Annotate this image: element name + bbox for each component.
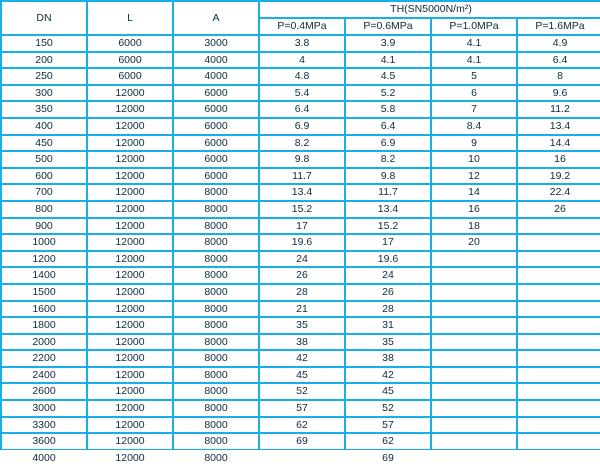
- cell-p06: 4.1: [346, 53, 430, 68]
- cell-l: 12000: [88, 434, 172, 449]
- cell-l: 12000: [88, 119, 172, 134]
- cell-p16: 14.4: [518, 136, 600, 151]
- cell-l: 12000: [88, 235, 172, 250]
- cell-p10: 5: [432, 69, 516, 84]
- cell-p06: 15.2: [346, 219, 430, 234]
- table-row: [2, 351, 600, 366]
- cell-l: 12000: [88, 202, 172, 217]
- table-row: [2, 302, 600, 317]
- cell-p04: 57: [260, 401, 344, 416]
- cell-p10: 8.4: [432, 119, 516, 134]
- cell-dn: 1600: [2, 302, 86, 317]
- cell-a: 6000: [174, 102, 258, 117]
- cell-p10: 10: [432, 152, 516, 167]
- table-row: [2, 318, 600, 333]
- cell-a: 8000: [174, 285, 258, 300]
- cell-p16: [518, 268, 600, 283]
- cell-p10: 16: [432, 202, 516, 217]
- cell-dn: 800: [2, 202, 86, 217]
- cell-dn: 1400: [2, 268, 86, 283]
- table-row: [2, 368, 600, 383]
- cell-l: 12000: [88, 335, 172, 350]
- cell-l: 12000: [88, 451, 172, 466]
- cell-p04: 45: [260, 368, 344, 383]
- cell-l: 6000: [88, 36, 172, 51]
- cell-p04: 15.2: [260, 202, 344, 217]
- cell-p06: 5.2: [346, 86, 430, 101]
- cell-dn: 400: [2, 119, 86, 134]
- cell-p06: 31: [346, 318, 430, 333]
- cell-p16: 26: [518, 202, 600, 217]
- cell-p06: 26: [346, 285, 430, 300]
- cell-a: 4000: [174, 53, 258, 68]
- cell-p06: 8.2: [346, 152, 430, 167]
- cell-p06: 11.7: [346, 185, 430, 200]
- table-row: [2, 401, 600, 416]
- table-row: [2, 219, 600, 234]
- cell-l: 12000: [88, 401, 172, 416]
- cell-p16: [518, 451, 600, 466]
- cell-dn: 500: [2, 152, 86, 167]
- cell-l: 6000: [88, 69, 172, 84]
- cell-dn: 300: [2, 86, 86, 101]
- cell-dn: 450: [2, 136, 86, 151]
- cell-p06: 45: [346, 384, 430, 399]
- cell-dn: 600: [2, 169, 86, 184]
- cell-a: 8000: [174, 302, 258, 317]
- cell-p06: 28: [346, 302, 430, 317]
- cell-p06: 6.9: [346, 136, 430, 151]
- cell-dn: 250: [2, 69, 86, 84]
- cell-p04: 24: [260, 252, 344, 267]
- cell-p16: 22.4: [518, 185, 600, 200]
- cell-p04: 4.8: [260, 69, 344, 84]
- cell-a: 8000: [174, 252, 258, 267]
- cell-a: 6000: [174, 136, 258, 151]
- cell-p16: [518, 235, 600, 250]
- cell-p04: 26: [260, 268, 344, 283]
- cell-p10: [432, 384, 516, 399]
- cell-a: 8000: [174, 384, 258, 399]
- cell-p16: 16: [518, 152, 600, 167]
- cell-p16: 11.2: [518, 102, 600, 117]
- table-row: [2, 418, 600, 433]
- cell-p04: 5.4: [260, 86, 344, 101]
- cell-dn: 700: [2, 185, 86, 200]
- table-row: [2, 53, 600, 68]
- cell-a: 4000: [174, 69, 258, 84]
- cell-p16: [518, 318, 600, 333]
- cell-dn: 900: [2, 219, 86, 234]
- cell-l: 12000: [88, 418, 172, 433]
- cell-p10: [432, 335, 516, 350]
- cell-p10: 7: [432, 102, 516, 117]
- table-row: [2, 169, 600, 184]
- cell-dn: 2200: [2, 351, 86, 366]
- cell-p10: 9: [432, 136, 516, 151]
- cell-p04: 3.8: [260, 36, 344, 51]
- cell-p04: 19.6: [260, 235, 344, 250]
- cell-p06: 4.5: [346, 69, 430, 84]
- cell-p10: [432, 434, 516, 449]
- cell-p16: [518, 401, 600, 416]
- table-row: [2, 451, 600, 466]
- cell-p04: 35: [260, 318, 344, 333]
- table-row: [2, 335, 600, 350]
- cell-dn: 1200: [2, 252, 86, 267]
- cell-p16: [518, 434, 600, 449]
- table-row: [2, 69, 600, 84]
- cell-dn: 350: [2, 102, 86, 117]
- cell-a: 8000: [174, 451, 258, 466]
- cell-l: 12000: [88, 169, 172, 184]
- cell-dn: 3000: [2, 401, 86, 416]
- cell-p06: 57: [346, 418, 430, 433]
- cell-p16: 6.4: [518, 53, 600, 68]
- cell-p04: [260, 451, 344, 466]
- cell-p10: [432, 418, 516, 433]
- cell-l: 12000: [88, 252, 172, 267]
- cell-p06: 6.4: [346, 119, 430, 134]
- table-row: [2, 136, 600, 151]
- cell-l: 12000: [88, 368, 172, 383]
- cell-p16: 4.9: [518, 36, 600, 51]
- cell-p16: [518, 219, 600, 234]
- cell-a: 8000: [174, 185, 258, 200]
- cell-p16: [518, 351, 600, 366]
- table-row: [2, 235, 600, 250]
- cell-a: 3000: [174, 36, 258, 51]
- table-row: [2, 185, 600, 200]
- cell-p10: 20: [432, 235, 516, 250]
- table-row: [2, 102, 600, 117]
- header-dn: DN: [2, 2, 86, 34]
- cell-dn: 3300: [2, 418, 86, 433]
- cell-dn: 1500: [2, 285, 86, 300]
- cell-p06: 52: [346, 401, 430, 416]
- cell-p16: [518, 384, 600, 399]
- cell-p04: 6.9: [260, 119, 344, 134]
- cell-l: 12000: [88, 302, 172, 317]
- cell-dn: 4000: [2, 451, 86, 466]
- cell-l: 12000: [88, 318, 172, 333]
- cell-p04: 13.4: [260, 185, 344, 200]
- cell-p06: 24: [346, 268, 430, 283]
- table-row: [2, 119, 600, 134]
- cell-a: 8000: [174, 351, 258, 366]
- cell-p06: 35: [346, 335, 430, 350]
- cell-l: 12000: [88, 152, 172, 167]
- cell-l: 6000: [88, 53, 172, 68]
- cell-dn: 1800: [2, 318, 86, 333]
- cell-p04: 9.8: [260, 152, 344, 167]
- cell-a: 8000: [174, 418, 258, 433]
- cell-l: 12000: [88, 219, 172, 234]
- cell-p16: [518, 418, 600, 433]
- cell-dn: 2000: [2, 335, 86, 350]
- cell-p10: [432, 318, 516, 333]
- cell-p10: [432, 285, 516, 300]
- cell-p16: 13.4: [518, 119, 600, 134]
- cell-p10: 18: [432, 219, 516, 234]
- cell-p04: 38: [260, 335, 344, 350]
- cell-l: 12000: [88, 268, 172, 283]
- cell-p04: 11.7: [260, 169, 344, 184]
- table-row: [2, 252, 600, 267]
- cell-dn: 150: [2, 36, 86, 51]
- header-l: L: [88, 2, 172, 34]
- header-pressure-0-6: P=0.6MPa: [346, 19, 430, 34]
- cell-p10: 4.1: [432, 53, 516, 68]
- table-row: [2, 268, 600, 283]
- cell-a: 8000: [174, 268, 258, 283]
- cell-p10: 4.1: [432, 36, 516, 51]
- cell-l: 12000: [88, 185, 172, 200]
- cell-p06: 69: [346, 451, 430, 466]
- cell-p06: 5.8: [346, 102, 430, 117]
- cell-p04: 69: [260, 434, 344, 449]
- cell-p10: [432, 302, 516, 317]
- cell-p10: [432, 351, 516, 366]
- cell-dn: 1000: [2, 235, 86, 250]
- cell-p04: 52: [260, 384, 344, 399]
- cell-a: 6000: [174, 152, 258, 167]
- cell-l: 12000: [88, 102, 172, 117]
- cell-p06: 62: [346, 434, 430, 449]
- cell-p16: 9.6: [518, 86, 600, 101]
- cell-l: 12000: [88, 351, 172, 366]
- cell-p10: [432, 368, 516, 383]
- cell-p04: 4: [260, 53, 344, 68]
- cell-p10: [432, 451, 516, 466]
- header-a: A: [174, 2, 258, 34]
- header-pressure-0-4: P=0.4MPa: [260, 19, 344, 34]
- cell-p10: [432, 252, 516, 267]
- cell-p04: 17: [260, 219, 344, 234]
- header-pressure-1-0: P=1.0MPa: [432, 19, 516, 34]
- header-th-group: TH(SN5000N/m²): [260, 2, 600, 17]
- table-body: [2, 36, 600, 465]
- cell-a: 8000: [174, 318, 258, 333]
- table-header: [2, 2, 600, 34]
- cell-dn: 2400: [2, 368, 86, 383]
- cell-p06: 38: [346, 351, 430, 366]
- cell-a: 6000: [174, 86, 258, 101]
- cell-p06: 3.9: [346, 36, 430, 51]
- cell-p10: 12: [432, 169, 516, 184]
- cell-p10: [432, 268, 516, 283]
- cell-p16: [518, 285, 600, 300]
- cell-a: 8000: [174, 434, 258, 449]
- table-row: [2, 434, 600, 449]
- cell-p16: 19.2: [518, 169, 600, 184]
- cell-p04: 21: [260, 302, 344, 317]
- table-row: [2, 36, 600, 51]
- table-row: [2, 285, 600, 300]
- cell-p10: [432, 401, 516, 416]
- cell-a: 8000: [174, 219, 258, 234]
- cell-p04: 62: [260, 418, 344, 433]
- cell-p06: 9.8: [346, 169, 430, 184]
- table-row: [2, 384, 600, 399]
- cell-p06: 19.6: [346, 252, 430, 267]
- cell-p16: [518, 335, 600, 350]
- cell-a: 6000: [174, 169, 258, 184]
- cell-p06: 17: [346, 235, 430, 250]
- cell-p16: [518, 252, 600, 267]
- cell-a: 8000: [174, 401, 258, 416]
- cell-p04: 8.2: [260, 136, 344, 151]
- cell-p16: 8: [518, 69, 600, 84]
- cell-l: 12000: [88, 384, 172, 399]
- cell-dn: 3600: [2, 434, 86, 449]
- cell-a: 6000: [174, 119, 258, 134]
- cell-l: 12000: [88, 86, 172, 101]
- table-row: [2, 152, 600, 167]
- cell-a: 8000: [174, 235, 258, 250]
- cell-a: 8000: [174, 202, 258, 217]
- cell-l: 12000: [88, 136, 172, 151]
- table-row: [2, 86, 600, 101]
- cell-p16: [518, 368, 600, 383]
- cell-a: 8000: [174, 368, 258, 383]
- cell-l: 12000: [88, 285, 172, 300]
- cell-p10: 6: [432, 86, 516, 101]
- cell-p04: 42: [260, 351, 344, 366]
- cell-p16: [518, 302, 600, 317]
- cell-a: 8000: [174, 335, 258, 350]
- table-row: [2, 202, 600, 217]
- cell-p04: 28: [260, 285, 344, 300]
- cell-p10: 14: [432, 185, 516, 200]
- cell-p06: 13.4: [346, 202, 430, 217]
- cell-dn: 200: [2, 53, 86, 68]
- cell-p06: 42: [346, 368, 430, 383]
- cell-p04: 6.4: [260, 102, 344, 117]
- cell-dn: 2600: [2, 384, 86, 399]
- header-pressure-1-6: P=1.6MPa: [518, 19, 600, 34]
